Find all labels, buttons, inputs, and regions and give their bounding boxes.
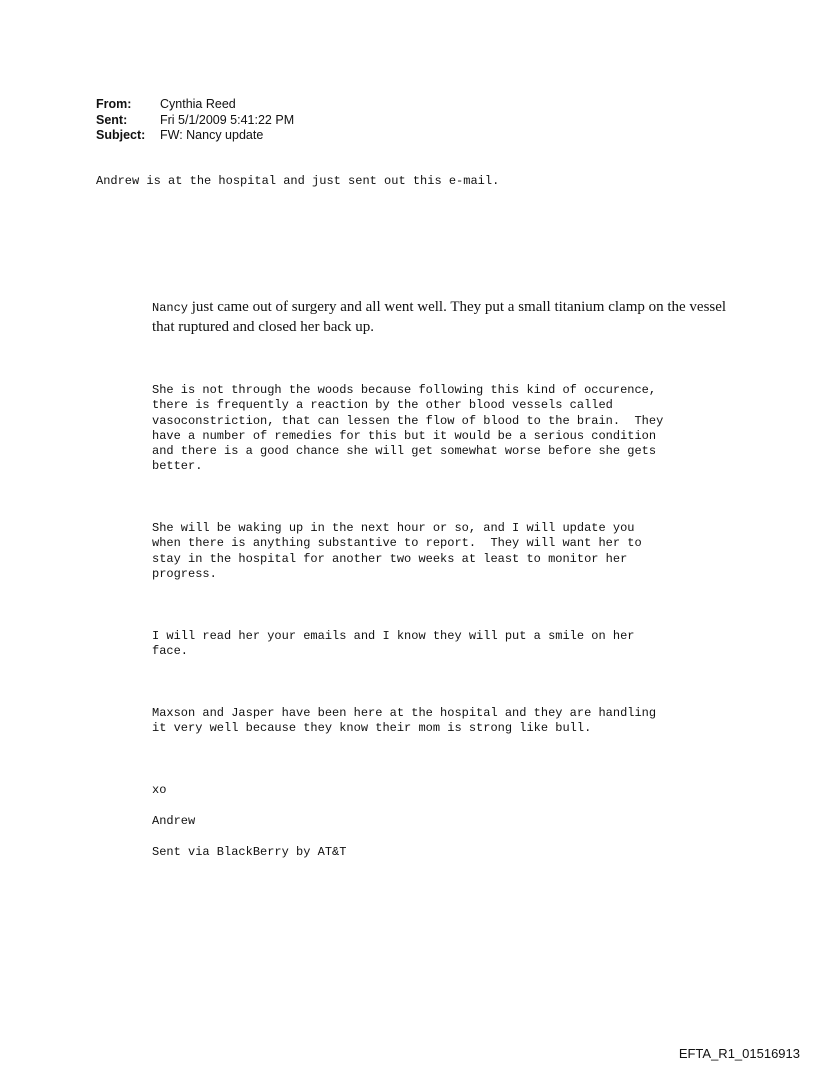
from-row (96, 97, 294, 113)
message-paragraph-4: I will read her your emails and I know they will put a smile on her face. (152, 629, 635, 659)
subject-label: Subject: (96, 128, 146, 142)
from-value: Cynthia Reed (160, 97, 236, 111)
message-first-paragraph-wrap (152, 298, 752, 337)
message-sent-via: Sent via BlackBerry by AT&T (152, 845, 347, 859)
message-paragraph-3: She will be waking up in the next hour or so, and I will update you when there is anything substantive to report. They will want her to stay in the hospital for another two weeks at least to monitor her progress. (152, 521, 642, 581)
message-paragraph-2: She is not through the woods because following this kind of occurence, there is frequently a reaction by the other blood vessels called vasoconstriction, that can lessen the flow of blood to the brain. They have a number of remedies for this but it would be a serious condition and there is a good chance she will get somewhat worse before she gets better. (152, 383, 664, 474)
subject-value: FW: Nancy update (160, 128, 264, 142)
message-signature: Andrew (152, 814, 196, 828)
email-header (96, 97, 294, 144)
subject-row (96, 128, 294, 144)
message-first-rest: just came out of surgery and all went well. They put a small titanium clamp on the vessel that ruptured and closed her back up. (152, 299, 727, 335)
sent-label: Sent: (96, 112, 128, 127)
message-paragraph-5: Maxson and Jasper have been here at the hospital and they are handling it very well because they know their mom is strong like bull. (152, 706, 657, 736)
forward-intro: Andrew is at the hospital and just sent out this e-mail. (96, 174, 500, 188)
document-id: EFTA_R1_01516913 (678, 1046, 800, 1061)
from-label: From: (96, 97, 132, 111)
message-first-name: Nancy (152, 301, 189, 315)
sent-row (96, 113, 294, 129)
message-signoff: xo (152, 783, 167, 797)
message-first-paragraph (152, 298, 752, 337)
sent-value: Fri 5/1/2009 5:41:22 PM (160, 112, 295, 127)
